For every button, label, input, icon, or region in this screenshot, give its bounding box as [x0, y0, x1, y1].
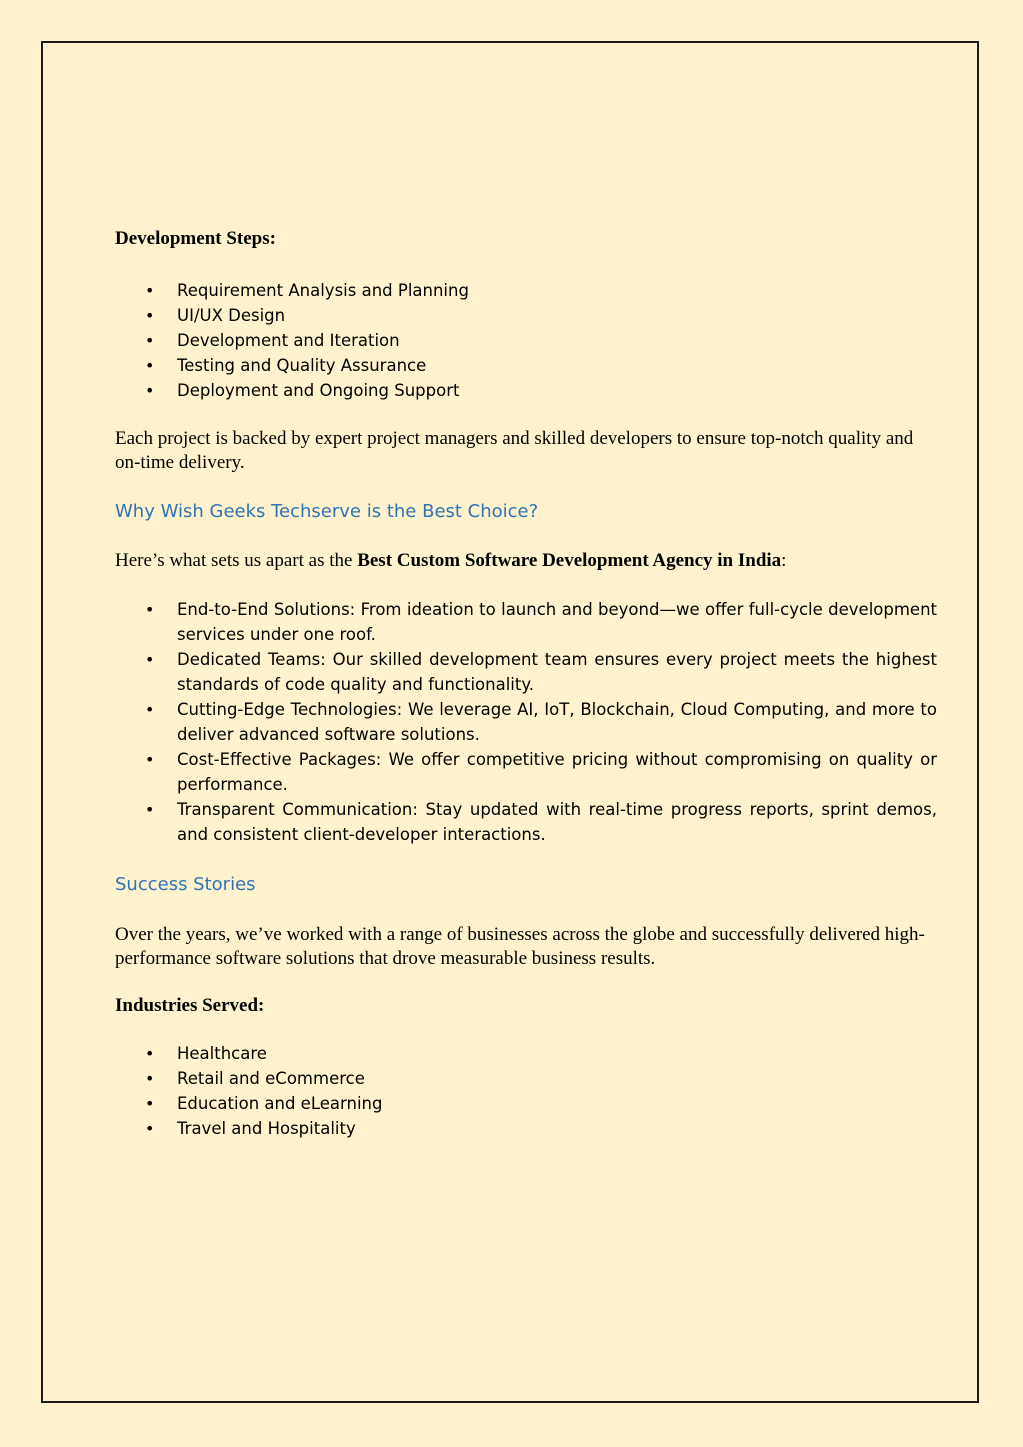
list-item: • Healthcare: [115, 1041, 937, 1066]
list-item: • Transparent Communication: Stay updated with real-time progress reports, sprint demos, and consistent client-developer interactions.: [115, 797, 937, 847]
list-item: • UI/UX Design: [115, 303, 937, 328]
list-item: • Deployment and Ongoing Support: [115, 378, 937, 403]
bullet-icon: •: [145, 600, 155, 619]
bullet-icon: •: [145, 356, 155, 375]
bullet-icon: •: [145, 1069, 155, 1088]
bullet-icon: •: [145, 1044, 155, 1063]
industries-heading: Industries Served:: [115, 995, 265, 1016]
bullet-icon: •: [145, 750, 155, 769]
document-content: [115, 226, 937, 1141]
bullet-icon: •: [145, 281, 155, 300]
development-steps-heading: Development Steps:: [115, 228, 276, 249]
why-list: [115, 597, 937, 847]
success-section-title: Success Stories: [115, 874, 256, 895]
list-item: • End-to-End Solutions: From ideation to launch and beyond—we offer full-cycle development services under one roof.: [115, 597, 937, 647]
list-item: • Testing and Quality Assurance: [115, 353, 937, 378]
agency-highlight: Best Custom Software Development Agency in India: [357, 550, 782, 571]
list-item: • Retail and eCommerce: [115, 1066, 937, 1091]
list-item: • Cost-Effective Packages: We offer competitive pricing without compromising on quality or performance.: [115, 747, 937, 797]
list-item: • Development and Iteration: [115, 328, 937, 353]
bullet-icon: •: [145, 1119, 155, 1138]
bullet-icon: •: [145, 700, 155, 719]
bullet-icon: •: [145, 650, 155, 669]
success-paragraph: Over the years, we’ve worked with a range of businesses across the globe and successfully delivered high-performance software solutions that drove measurable business results.: [115, 924, 925, 969]
bullet-icon: •: [145, 306, 155, 325]
backing-paragraph: Each project is backed by expert project managers and skilled developers to ensure top-notch quality and on-time delivery.: [115, 428, 914, 473]
industries-list: [115, 1041, 937, 1141]
why-intro-paragraph: Here’s what sets us apart as the Best Custom Software Development Agency in India:: [115, 550, 787, 571]
list-item: • Dedicated Teams: Our skilled development team ensures every project meets the highest standards of code quality and functionality.: [115, 647, 937, 697]
development-steps-list: [115, 278, 937, 403]
bullet-icon: •: [145, 800, 155, 819]
list-item: • Cutting-Edge Technologies: We leverage AI, IoT, Blockchain, Cloud Computing, and more to deliver advanced software solutions.: [115, 697, 937, 747]
list-item: • Education and eLearning: [115, 1091, 937, 1116]
list-item: • Requirement Analysis and Planning: [115, 278, 937, 303]
bullet-icon: •: [145, 331, 155, 350]
list-item: • Travel and Hospitality: [115, 1116, 937, 1141]
why-section-title: Why Wish Geeks Techserve is the Best Choice?: [115, 501, 539, 522]
bullet-icon: •: [145, 381, 155, 400]
bullet-icon: •: [145, 1094, 155, 1113]
